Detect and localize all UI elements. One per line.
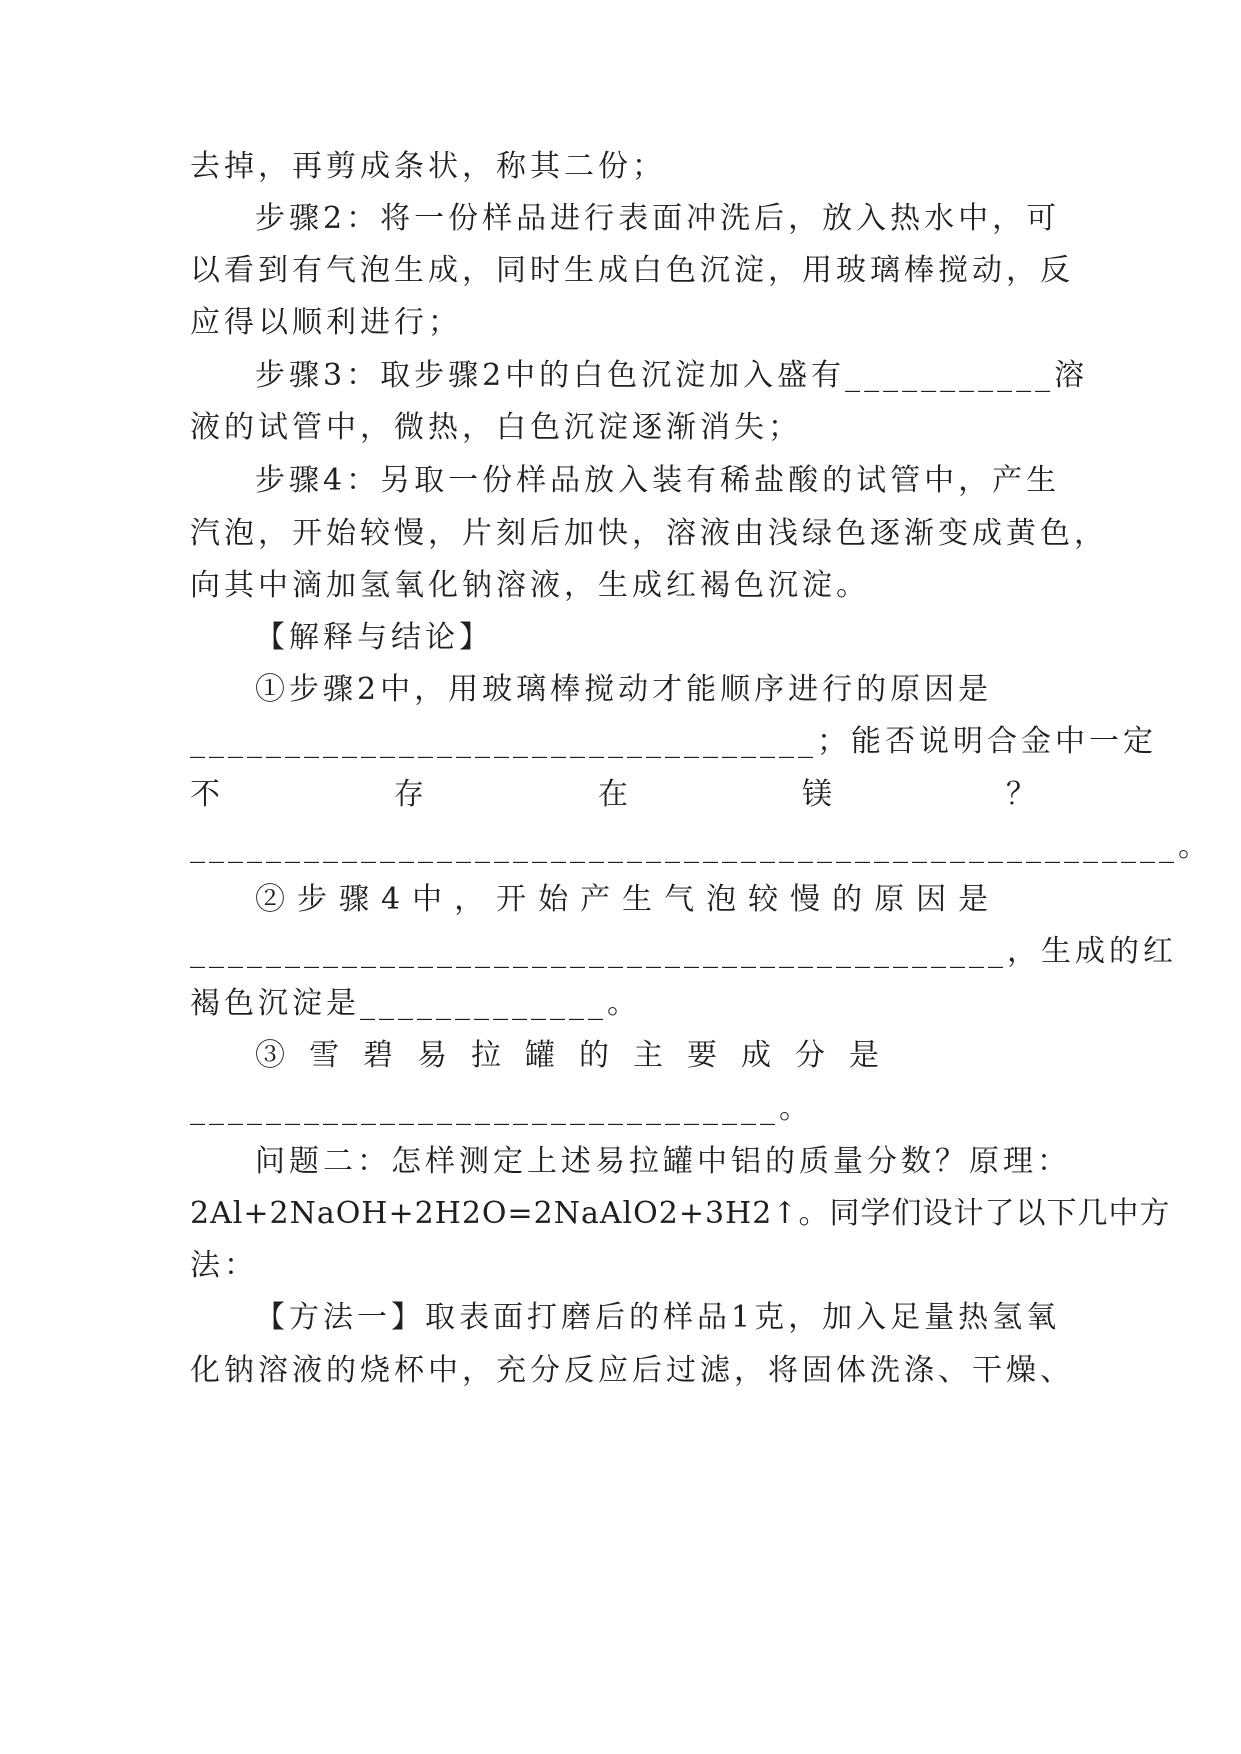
spaced-char: 在	[598, 777, 632, 812]
step-4-line: 步骤4：另取一份样品放入装有稀盐酸的试管中，产生	[255, 463, 1061, 498]
text-line: 褐色沉淀是_____________。	[190, 986, 641, 1021]
text-line: 汽泡，开始较慢，片刻后加快，溶液由浅绿色逐渐变成黄色，	[190, 516, 1108, 551]
text-line: 应得以顺利进行；	[190, 305, 462, 340]
question-1-line: ①步骤2中，用玻璃棒搅动才能顺序进行的原因是	[255, 672, 993, 707]
spaced-text-line	[190, 775, 1040, 815]
step-2-line: 步骤2：将一份样品进行表面冲洗后，放入热水中，可	[255, 201, 1061, 236]
step-3-line: 步骤3：取步骤2中的白色沉淀加入盛有___________溶	[255, 358, 1089, 393]
section-heading: 【解释与结论】	[255, 620, 493, 655]
equation-line: 2Al+2NaOH+2H2O=2NaAlO2+3H2↑。同学们设计了以下几中方	[190, 1196, 1171, 1231]
question-3-line: ③雪碧易拉罐的主要成分是	[255, 1038, 903, 1073]
spaced-char: ？	[1006, 777, 1040, 812]
text-line: 向其中滴加氢氧化钠溶液，生成红褐色沉淀。	[190, 568, 870, 603]
text-line: 化钠溶液的烧杯中，充分反应后过滤，将固体洗涤、干燥、	[190, 1353, 1074, 1388]
spaced-char: 不	[190, 777, 224, 812]
method-1-line: 【方法一】取表面打磨后的样品1克，加入足量热氢氧	[255, 1300, 1061, 1335]
spaced-char: 存	[394, 777, 428, 812]
spaced-char: 镁	[802, 777, 836, 812]
answer-blank-line: ____________________________________________________。	[190, 829, 1212, 864]
text-line: 液的试管中，微热，白色沉淀逐渐消失；	[190, 410, 802, 445]
answer-blank-line: _________________________________；能否说明合金中一定	[190, 724, 1157, 759]
answer-blank-line: ___________________________________________，生成的红	[190, 934, 1177, 969]
text-line: 法：	[190, 1248, 258, 1283]
problem-2-line: 问题二：怎样测定上述易拉罐中铝的质量分数？原理：	[255, 1144, 1071, 1179]
answer-blank-line: _______________________________。	[190, 1091, 813, 1126]
text-line: 以看到有气泡生成，同时生成白色沉淀，用玻璃棒搅动，反	[190, 253, 1074, 288]
question-2-line: ②步骤4中，开始产生气泡较慢的原因是	[255, 882, 1001, 917]
text-line: 去掉，再剪成条状，称其二份；	[190, 149, 666, 184]
